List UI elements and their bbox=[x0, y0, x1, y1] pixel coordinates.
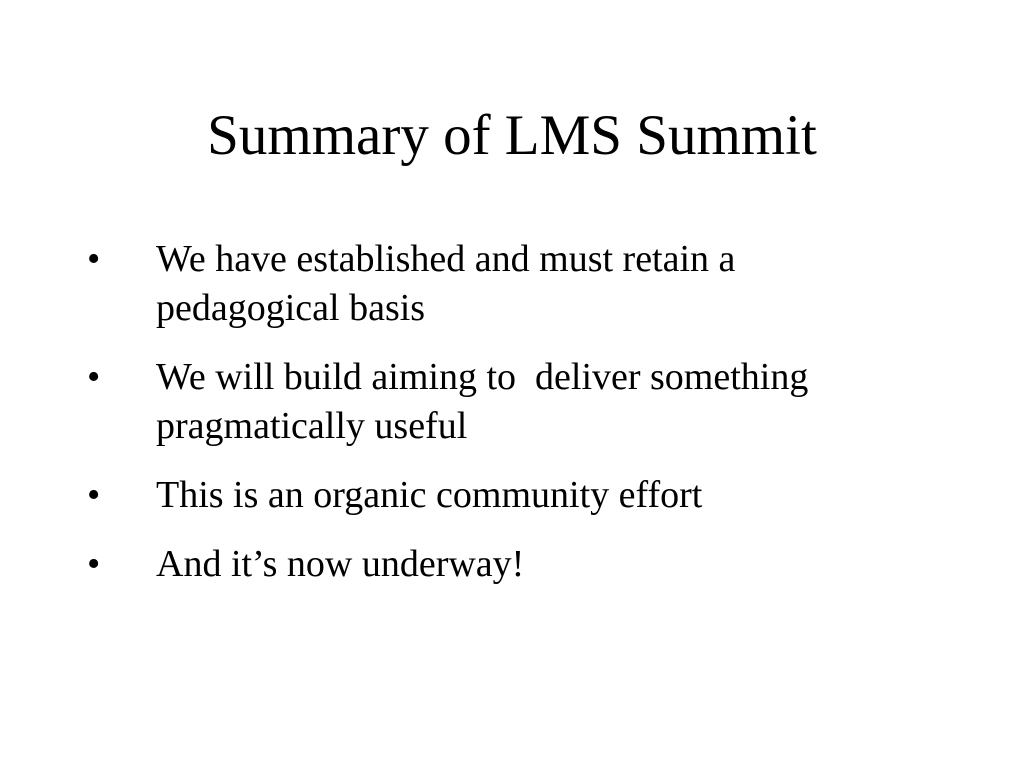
bullet-text: This is an organic community effort bbox=[156, 474, 703, 516]
bullet-text: We will build aiming to deliver something pragmatically useful bbox=[156, 356, 809, 447]
bullet-marker: • bbox=[87, 474, 101, 516]
bullet-item bbox=[78, 540, 978, 589]
bullet-item bbox=[78, 471, 978, 520]
bullet-item bbox=[78, 353, 978, 451]
bullet-marker: • bbox=[87, 543, 101, 585]
slide-title: Summary of LMS Summit bbox=[207, 104, 817, 167]
bullet-list bbox=[78, 235, 978, 609]
bullet-text: We have established and must retain a pedagogical basis bbox=[156, 238, 736, 329]
bullet-marker: • bbox=[87, 238, 101, 280]
bullet-marker: • bbox=[87, 356, 101, 398]
bullet-item bbox=[78, 235, 978, 333]
bullet-text: And it’s now underway! bbox=[156, 543, 525, 585]
